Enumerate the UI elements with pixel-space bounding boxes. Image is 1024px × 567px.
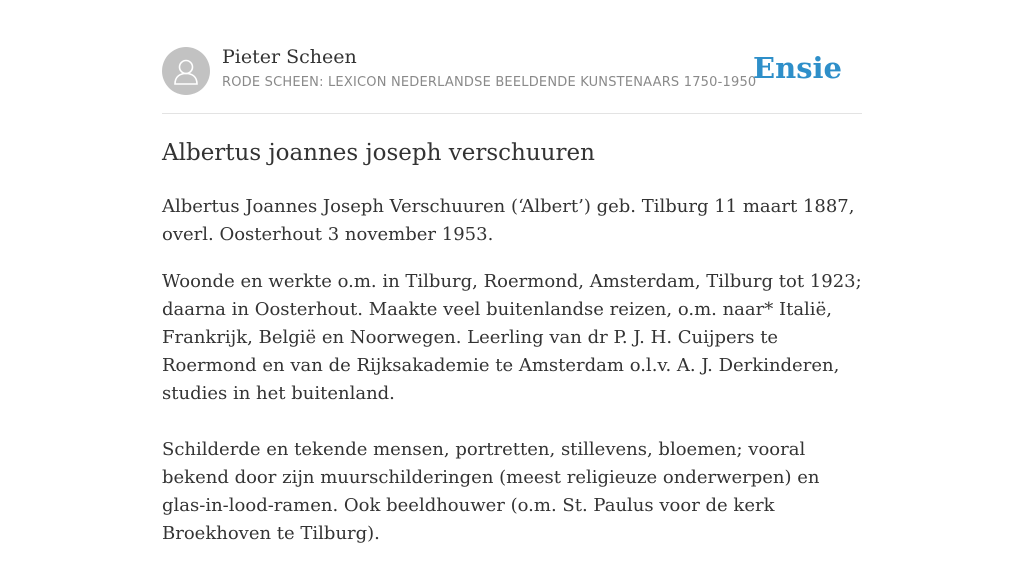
article-paragraph: Albertus Joannes Joseph Verschuuren (‘Albert’) geb. Tilburg 11 maart 1887, overl. Oosterhout 3 november 1953. — [162, 196, 855, 245]
article-paragraph: Schilderde en tekende mensen, portretten, stillevens, bloemen; vooral bekend door zijn muurschilderingen (meest religieuze onderwerpen) en glas-in-lood-ramen. Ook beeldhouwer (o.m. St. Paulus voor de kerk Broekhoven te Tilburg). — [162, 439, 820, 544]
article-header — [162, 46, 862, 96]
author-avatar[interactable] — [162, 47, 210, 95]
user-silhouette-icon — [171, 56, 201, 86]
article-body — [162, 137, 862, 567]
source-label[interactable]: RODE SCHEEN: LEXICON NEDERLANDSE BEELDENDE KUNSTENAARS 1750-1950 — [222, 75, 757, 90]
header-divider — [162, 113, 862, 114]
article-paragraph: Woonde en werkte o.m. in Tilburg, Roermond, Amsterdam, Tilburg tot 1923; daarna in Oosterhout. Maakte veel buitenlandse reizen, o.m. naar* Italië, Frankrijk, België en Noorwegen. Leerling van dr P. J. H. Cuijpers te Roermond en van de Rijksakademie te Amsterdam o.l.v. A. J. Derkinderen, studies in het buitenland. — [162, 271, 862, 404]
ensie-logo[interactable]: Ensie — [753, 51, 842, 85]
author-name[interactable]: Pieter Scheen — [222, 46, 357, 68]
article-title: Albertus joannes joseph verschuuren — [162, 140, 595, 166]
